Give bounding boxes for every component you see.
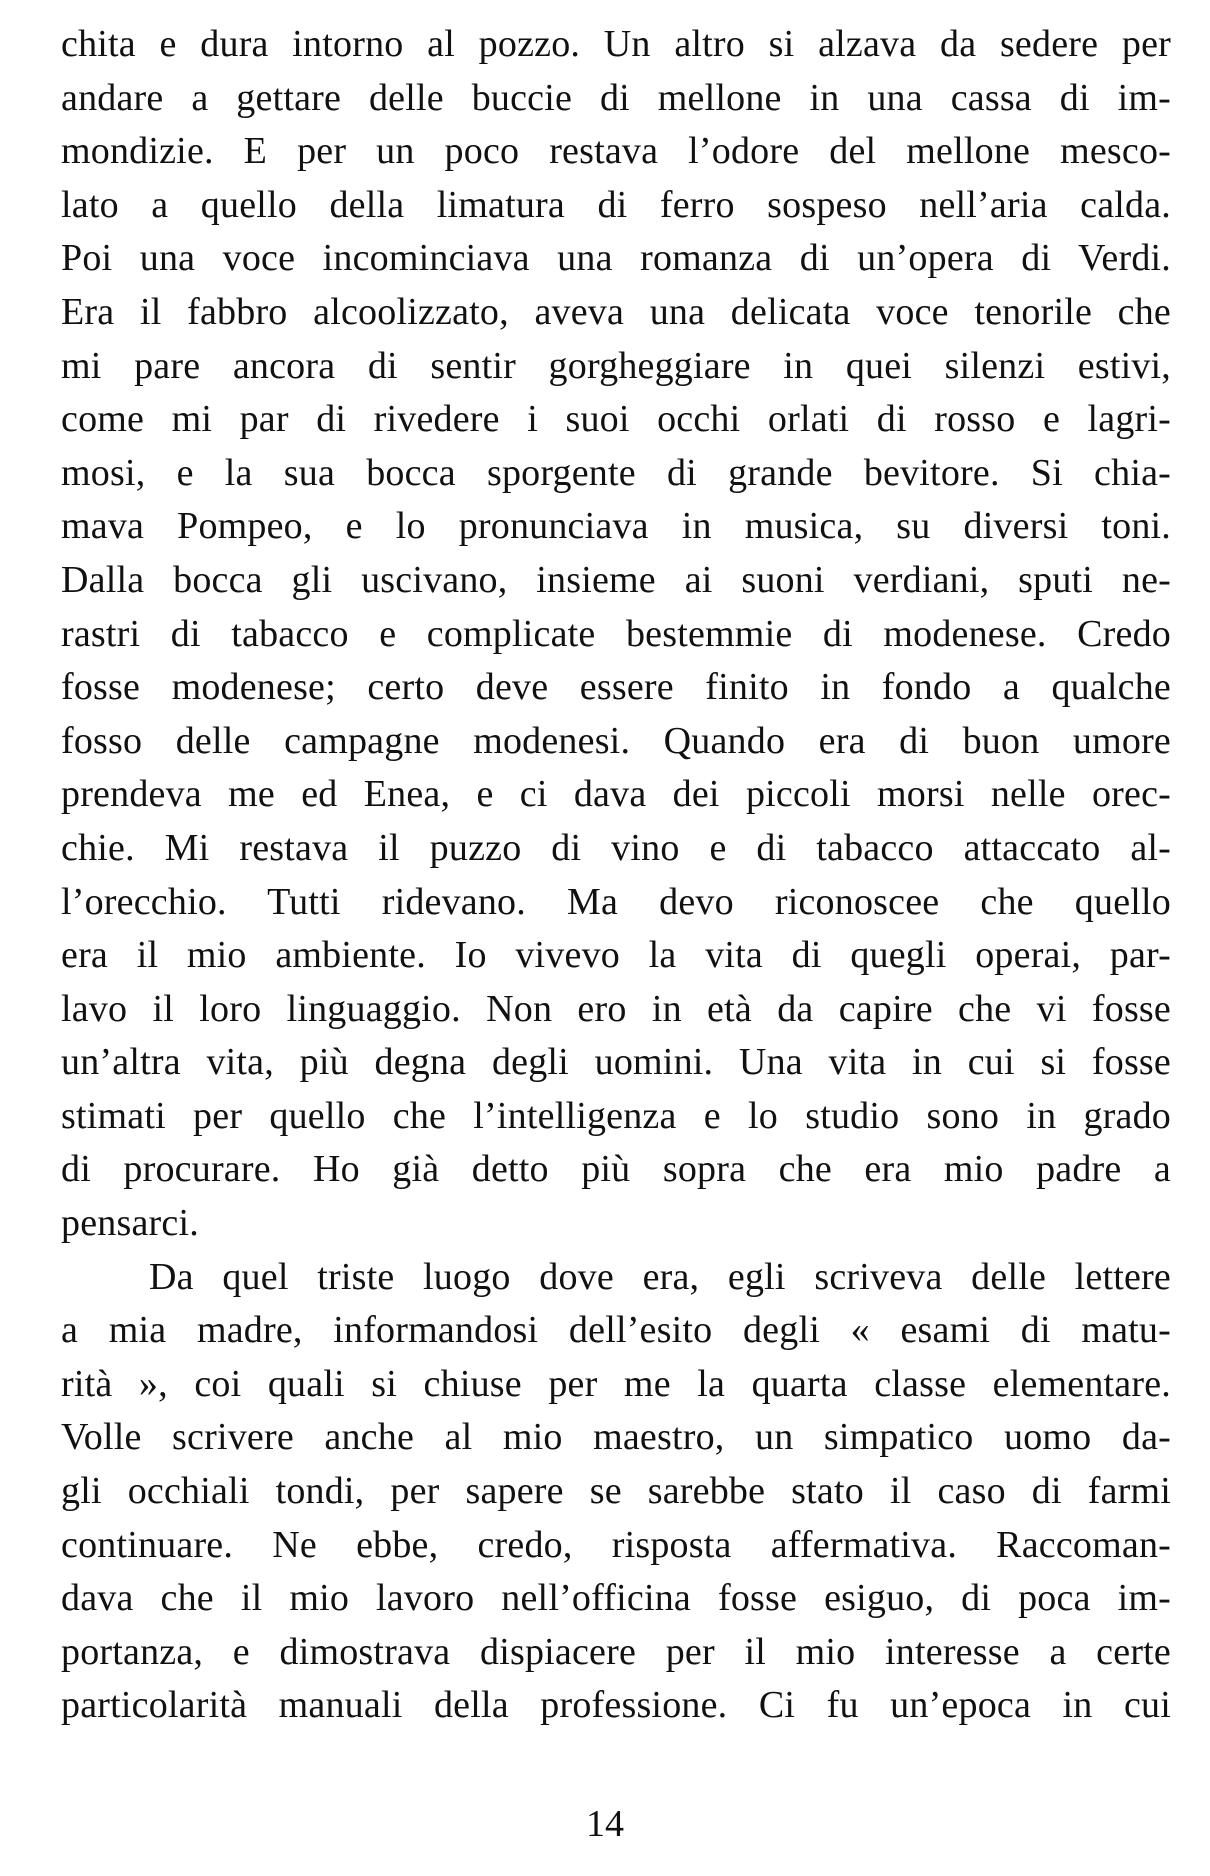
text-line: rastri di tabacco e complicate bestemmie di modenese. Credo — [61, 612, 1171, 655]
text-line: prendeva me ed Enea, e ci dava dei piccoli morsi nelle orec- — [61, 773, 1171, 816]
text-line: era il mio ambiente. Io vivevo la vita di quegli operai, par- — [61, 934, 1171, 977]
text-line: chie. Mi restava il puzzo di vino e di tabacco attaccato al- — [61, 826, 1171, 869]
text-line: mava Pompeo, e lo pronunciava in musica, su diversi toni. — [61, 505, 1171, 548]
text-line: fosse modenese; certo deve essere finito in fondo a qualche — [61, 666, 1171, 709]
text-line: l’orecchio. Tutti ridevano. Ma devo riconoscee che quello — [61, 880, 1171, 923]
text-line: portanza, e dimostrava dispiacere per il mio interesse a certe — [61, 1630, 1171, 1673]
text-line: andare a gettare delle buccie di mellone in una cassa di im- — [61, 76, 1171, 119]
text-line: un’altra vita, più degna degli uomini. Una vita in cui si fosse — [61, 1041, 1171, 1084]
text-line: Dalla bocca gli uscivano, insieme ai suoni verdiani, sputi ne- — [61, 558, 1171, 601]
text-line: mosi, e la sua bocca sporgente di grande bevitore. Si chia- — [61, 451, 1171, 494]
text-line: continuare. Ne ebbe, credo, risposta affermativa. Raccoman- — [61, 1523, 1171, 1566]
text-line: Volle scrivere anche al mio maestro, un simpatico uomo da- — [61, 1416, 1171, 1459]
text-line: Da quel triste luogo dove era, egli scriveva delle lettere — [149, 1255, 1171, 1298]
text-line: pensarci. — [61, 1202, 199, 1245]
text-line: particolarità manuali della professione. Ci fu un’epoca in cui — [61, 1684, 1171, 1727]
text-line: mi pare ancora di sentir gorgheggiare in quei silenzi estivi, — [61, 344, 1171, 387]
text-line: gli occhiali tondi, per sapere se sarebbe stato il caso di farmi — [61, 1470, 1171, 1513]
page-number: 14 — [586, 1803, 624, 1845]
text-line: chita e dura intorno al pozzo. Un altro si alzava da sedere per — [61, 23, 1171, 65]
text-line: di procurare. Ho già detto più sopra che era mio padre a — [61, 1148, 1171, 1191]
text-line: Poi una voce incominciava una romanza di un’opera di Verdi. — [61, 237, 1171, 280]
text-line: lato a quello della limatura di ferro sospeso nell’aria calda. — [61, 183, 1171, 226]
text-line: rità », coi quali si chiuse per me la quarta classe elementare. — [61, 1362, 1171, 1405]
text-line: come mi par di rivedere i suoi occhi orlati di rosso e lagri- — [61, 398, 1171, 441]
text-line: fosso delle campagne modenesi. Quando era di buon umore — [61, 719, 1171, 762]
text-line: a mia madre, informandosi dell’esito degli « esami di matu- — [61, 1309, 1171, 1352]
text-line: dava che il mio lavoro nell’officina fosse esiguo, di poca im- — [61, 1577, 1171, 1620]
body-text — [61, 18, 1171, 1733]
text-line: lavo il loro linguaggio. Non ero in età da capire che vi fosse — [61, 987, 1171, 1030]
text-line: stimati per quello che l’intelligenza e lo studio sono in grado — [61, 1094, 1171, 1137]
text-line: mondizie. E per un poco restava l’odore del mellone mesco- — [61, 130, 1171, 173]
text-line: Era il fabbro alcoolizzato, aveva una delicata voce tenorile che — [61, 290, 1171, 333]
